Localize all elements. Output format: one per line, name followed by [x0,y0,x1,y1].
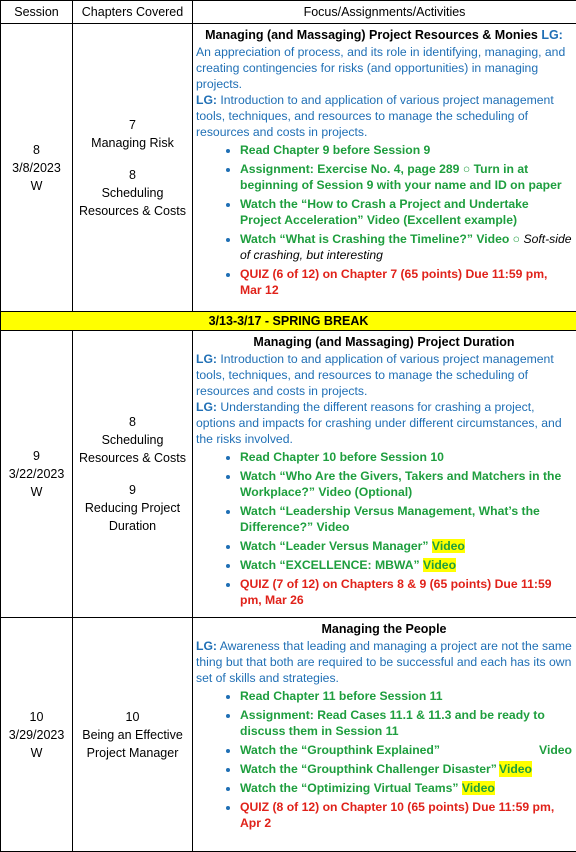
list-item: • Watch the “Optimizing Virtual Teams” Video [240,780,572,796]
focus-cell [193,331,576,618]
header-chapters: Chapters Covered [73,1,193,24]
session-day: W [1,483,72,501]
list-item: • Watch “EXCELLENCE: MBWA” Video [240,557,572,573]
session-cell [1,618,73,852]
assignment-list [196,688,572,831]
list-item: • Watch “Leader Versus Manager” Video [240,538,572,554]
lg-label: LG: [196,352,217,366]
chapters-cell [73,331,193,618]
chapter-line: 9 [73,481,192,499]
session-row-10 [1,618,576,852]
chapter-line: Resources & Costs [73,449,192,467]
lg-label: LG: [196,400,217,414]
chapters-cell [73,24,193,312]
spring-break-row [1,312,576,331]
session-day: W [1,744,72,762]
session-row-8 [1,24,576,312]
assignment-list [196,142,572,298]
list-item: • Watch the “Groupthink Explained” Video [240,742,572,758]
list-item: • Watch “Leadership Versus Management, What’s the Difference?” Video [240,503,572,535]
chapter-line: 8 [73,413,192,431]
focus-title: Managing (and Massaging) Project Duration [196,334,572,350]
chapter-line: Project Manager [73,744,192,762]
quiz-item: • QUIZ (6 of 12) on Chapter 7 (65 points) Due 11:59 pm, Mar 12 [240,266,572,298]
lg-label: LG: [196,93,217,107]
session-row-9 [1,331,576,618]
list-item: • Read Chapter 10 before Session 10 [240,449,572,465]
chapter-line: Reducing Project [73,499,192,517]
soft-note: Soft-side of crashing, but interesting [240,232,572,262]
session-cell [1,24,73,312]
learning-goal: LG: Introduction to and application of various project management tools, techniques, and resources to manage the scheduling of resources and costs in projects. [196,92,572,140]
focus-cell [193,24,576,312]
session-cell [1,331,73,618]
video-link[interactable]: Video [432,539,465,553]
list-item: • Read Chapter 9 before Session 9 [240,142,572,158]
list-item: • Video Watch the “Groupthink Challenger Disaster” [240,761,572,777]
list-item: • Assignment: Exercise No. 4, page 289 ○ Turn in at beginning of Session 9 with your name and ID on paper [240,161,572,193]
session-day: W [1,177,72,195]
chapter-line: 7 [73,116,192,134]
learning-goal: LG: Introduction to and application of various project management tools, techniques, and resources to manage the scheduling of resources and costs in projects. [196,351,572,399]
learning-goal: LG: Awareness that leading and managing a project are not the same thing but that both are required to be successful and each has its own set of skills and strategies. [196,638,572,686]
spring-break-label: 3/13-3/17 - SPRING BREAK [1,312,576,331]
session-number: 8 [1,141,72,159]
chapter-line: Managing Risk [73,134,192,152]
learning-goal: LG: Understanding the different reasons for crashing a project, options and impacts for crashing under different circumstances, and the risks involved. [196,399,572,447]
video-link[interactable]: Video [539,742,572,758]
list-item: • Watch “What is Crashing the Timeline?” Video ○ Soft-side of crashing, but interesting [240,231,572,263]
focus-title: Managing the People [196,621,572,637]
chapter-line: 10 [73,708,192,726]
header-focus: Focus/Assignments/Activities [193,1,576,24]
video-link[interactable]: Video [462,781,495,795]
session-number: 9 [1,447,72,465]
list-item: • Assignment: Read Cases 11.1 & 11.3 and be ready to discuss them in Session 11 [240,707,572,739]
session-date: 3/22/2023 [1,465,72,483]
quiz-item: • QUIZ (7 of 12) on Chapters 8 & 9 (65 points) Due 11:59 pm, Mar 26 [240,576,572,608]
list-item: • Watch the “How to Crash a Project and Undertake Project Acceleration” Video (Excellent example) [240,196,572,228]
focus-title-text: Managing (and Massaging) Project Resources & Monies [205,28,538,42]
list-item: • Watch “Who Are the Givers, Takers and Matchers in the Workplace?” Video (Optional) [240,468,572,500]
session-number: 10 [1,708,72,726]
chapter-line: Duration [73,517,192,535]
video-link[interactable]: Video [423,558,456,572]
focus-cell [193,618,576,852]
video-link[interactable]: • Video [499,761,532,777]
assignment-list [196,449,572,608]
chapter-line: Resources & Costs [73,202,192,220]
lg-label: LG: [196,639,217,653]
chapter-line: Scheduling [73,431,192,449]
chapter-line: Scheduling [73,184,192,202]
session-date: 3/8/2023 [1,159,72,177]
lg-label: LG: [541,28,563,42]
quiz-item: • QUIZ (8 of 12) on Chapter 10 (65 points) Due 11:59 pm, Apr 2 [240,799,572,831]
learning-goal: An appreciation of process, and its role in identifying, managing, and creating contingencies for risks (and opportunities) in managing projects. [196,44,572,92]
chapter-line: 8 [73,166,192,184]
chapter-line: Being an Effective [73,726,192,744]
focus-title [196,27,572,43]
session-date: 3/29/2023 [1,726,72,744]
list-item: • Read Chapter 11 before Session 11 [240,688,572,704]
chapters-cell [73,618,193,852]
header-session: Session [1,1,73,24]
header-row [1,1,576,24]
